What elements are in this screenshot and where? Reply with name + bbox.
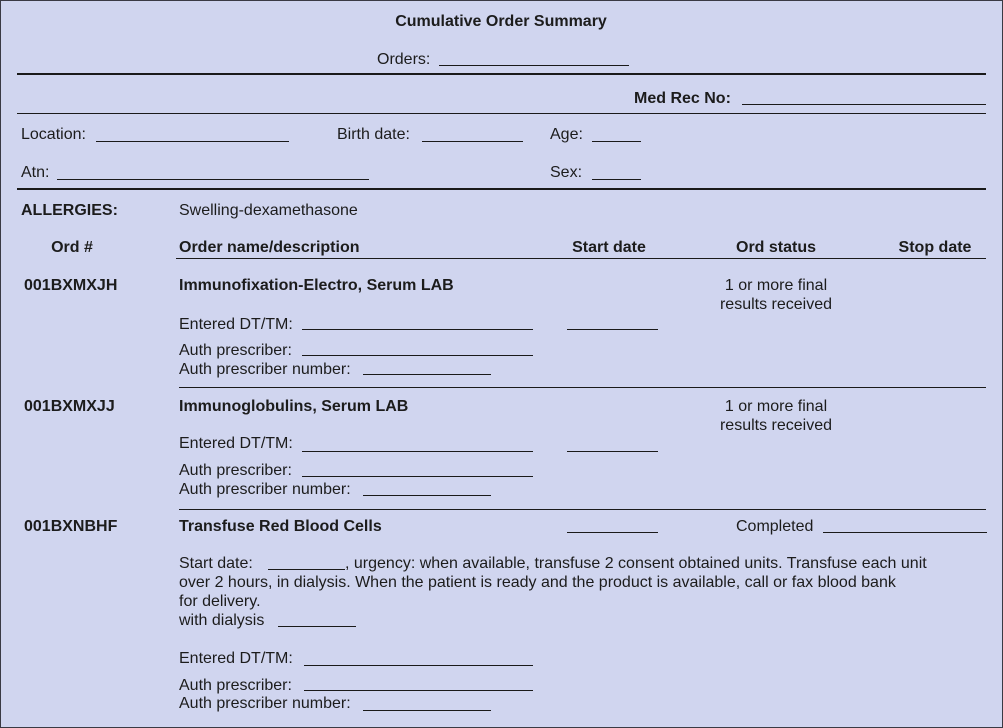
auth-prescriber-field[interactable] <box>302 476 533 477</box>
age-field[interactable] <box>592 141 641 142</box>
divider <box>179 387 986 388</box>
order-status: 1 or more final <box>724 277 828 294</box>
start-date-field[interactable] <box>567 451 658 452</box>
location-field[interactable] <box>96 141 289 142</box>
orders-label: Orders: <box>377 51 431 68</box>
entered-dt-label: Entered DT/TM: <box>179 650 293 667</box>
divider <box>179 509 986 510</box>
order-description: , urgency: when available, transfuse 2 consent obtained units. Transfuse each unit <box>345 555 927 572</box>
atn-field[interactable] <box>57 179 369 180</box>
birth-date-label: Birth date: <box>337 126 410 143</box>
divider <box>176 258 986 259</box>
auth-prescriber-number-field[interactable] <box>363 495 491 496</box>
order-status: results received <box>719 417 833 434</box>
start-date-field[interactable] <box>567 532 658 533</box>
entered-dt-label: Entered DT/TM: <box>179 316 293 333</box>
divider <box>17 188 986 190</box>
orders-field[interactable] <box>439 65 629 66</box>
stop-date-field[interactable] <box>823 532 987 533</box>
order-status: Completed <box>736 518 814 535</box>
allergies-label: ALLERGIES: <box>21 202 118 219</box>
order-description: for delivery. <box>179 593 261 610</box>
column-header-ord-status: Ord status <box>735 239 817 256</box>
order-id: 001BXMXJH <box>24 277 118 294</box>
order-id: 001BXMXJJ <box>24 398 115 415</box>
order-description: with dialysis <box>179 612 265 629</box>
location-label: Location: <box>21 126 86 143</box>
auth-prescriber-number-label: Auth prescriber number: <box>179 361 351 378</box>
form-title: Cumulative Order Summary <box>395 13 607 30</box>
auth-prescriber-number-field[interactable] <box>363 374 491 375</box>
age-label: Age: <box>550 126 583 143</box>
entered-dt-field[interactable] <box>302 451 533 452</box>
birth-date-field[interactable] <box>422 141 523 142</box>
order-status: results received <box>719 296 833 313</box>
column-header-stop-date: Stop date <box>898 239 972 256</box>
med-rec-label: Med Rec No: <box>634 90 731 107</box>
start-date-field[interactable] <box>567 329 658 330</box>
column-header-ord-num: Ord # <box>51 239 93 256</box>
sex-label: Sex: <box>550 164 583 181</box>
order-id: 001BXNBHF <box>24 518 118 535</box>
order-name: Immunofixation-Electro, Serum LAB <box>179 277 454 294</box>
auth-prescriber-field[interactable] <box>302 355 533 356</box>
order-name: Transfuse Red Blood Cells <box>179 518 382 535</box>
desc-start-date-field[interactable] <box>268 569 345 570</box>
divider <box>17 113 986 114</box>
auth-prescriber-label: Auth prescriber: <box>179 677 292 694</box>
med-rec-field[interactable] <box>742 104 986 105</box>
dialysis-field[interactable] <box>278 626 356 627</box>
order-name: Immunoglobulins, Serum LAB <box>179 398 409 415</box>
order-description: over 2 hours, in dialysis. When the patient is ready and the product is available, call or fax blood bank <box>179 574 896 591</box>
column-header-start-date: Start date <box>572 239 646 256</box>
sex-field[interactable] <box>592 179 641 180</box>
entered-dt-field[interactable] <box>304 665 533 666</box>
desc-start-date-label: Start date: <box>179 555 253 572</box>
atn-label: Atn: <box>21 164 50 181</box>
auth-prescriber-field[interactable] <box>304 690 533 691</box>
allergies-value: Swelling-dexamethasone <box>179 202 358 219</box>
divider <box>17 73 986 75</box>
auth-prescriber-label: Auth prescriber: <box>179 342 292 359</box>
column-header-order-name: Order name/description <box>179 239 360 256</box>
auth-prescriber-number-label: Auth prescriber number: <box>179 481 351 498</box>
order-status: 1 or more final <box>724 398 828 415</box>
entered-dt-field[interactable] <box>302 329 533 330</box>
auth-prescriber-label: Auth prescriber: <box>179 462 292 479</box>
auth-prescriber-number-label: Auth prescriber number: <box>179 695 351 712</box>
entered-dt-label: Entered DT/TM: <box>179 435 293 452</box>
auth-prescriber-number-field[interactable] <box>363 710 491 711</box>
